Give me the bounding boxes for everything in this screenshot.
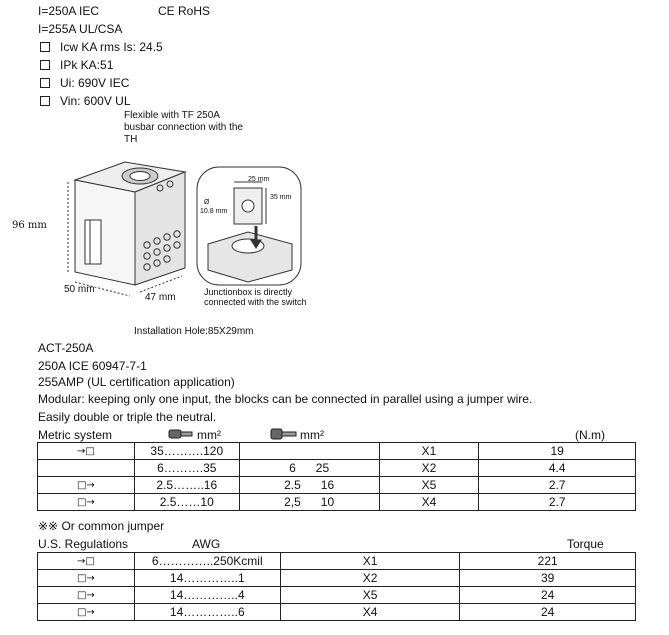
table-row: [38, 460, 636, 477]
cell-torque: 2.7: [479, 494, 636, 511]
installation-hole: Installation Hole:85X29mm: [134, 326, 254, 337]
cell-range: 6……….35: [134, 460, 239, 477]
cell-quantity: X4: [280, 604, 460, 621]
cell-quantity: X4: [379, 494, 479, 511]
table-row: [38, 570, 636, 587]
dimension-width: 47 mm: [145, 292, 176, 303]
checkbox-icon: [40, 78, 50, 88]
wire-direction-symbol: □→: [38, 587, 135, 604]
cell-awg-range: 6…………..250Kcmil: [134, 553, 280, 570]
metric-unit-1: mm²: [197, 428, 221, 442]
us-table: [37, 552, 636, 621]
cell-range: 2.5……10: [134, 494, 239, 511]
inset-caption-2: connected with the switch: [204, 297, 307, 307]
cell-awg-range: 14…………..1: [134, 570, 280, 587]
spec-item: Icw KA rms Is: 24.5: [40, 40, 163, 54]
cell-torque: 2.7: [479, 477, 636, 494]
checkbox-icon: [40, 60, 50, 70]
wire-direction-symbol: □→: [38, 494, 135, 511]
description-neutral: Easily double or triple the neutral.: [38, 410, 217, 424]
cell-quantity: X1: [280, 553, 460, 570]
figure-caption-3: TH: [124, 134, 138, 145]
cell-pin-range: 2.5 16: [239, 477, 379, 494]
dimension-height: 96 mm: [12, 220, 47, 231]
figure-caption-2: busbar connection with the: [124, 122, 243, 133]
table-row: [38, 443, 636, 460]
table-row: [38, 477, 636, 494]
wire-direction-symbol: □→: [38, 477, 135, 494]
spec-item: IPk KA:51: [40, 58, 113, 72]
rating-ul: I=255A UL/CSA: [38, 22, 123, 36]
metric-table: [37, 442, 636, 511]
description-modular: Modular: keeping only one input, the blocks can be connected in parallel using a jumper wire.: [38, 392, 533, 406]
cell-range: 2.5……..16: [134, 477, 239, 494]
cell-awg-range: 14…………..4: [134, 587, 280, 604]
cell-torque: 19: [479, 443, 636, 460]
cell-quantity: X2: [280, 570, 460, 587]
model-name: ACT-250A: [38, 341, 94, 355]
us-torque-label: Torque: [567, 537, 604, 551]
checkbox-icon: [40, 42, 50, 52]
spec-item: Ui: 690V IEC: [40, 76, 129, 90]
junction-block-drawing: [30, 150, 200, 310]
inset-dim-width: 25 mm: [248, 176, 270, 183]
cell-pin-range: 2,5 10: [239, 494, 379, 511]
us-title: U.S. Regulations: [38, 537, 129, 551]
us-awg-label: AWG: [192, 537, 221, 551]
figure-caption-1: Flexible with TF 250A: [124, 110, 220, 121]
inset-dim-dia-symbol: Ø: [204, 199, 210, 206]
cell-quantity: X2: [379, 460, 479, 477]
table-row: [38, 494, 636, 511]
metric-unit-2: mm²: [300, 428, 324, 442]
cell-awg-range: 14…………..6: [134, 604, 280, 621]
inset-dim-dia: 10.8 mm: [200, 208, 228, 215]
table-row: [38, 553, 636, 570]
ferrule-icon: [168, 428, 194, 440]
cell-torque: 4.4: [479, 460, 636, 477]
checkbox-icon: [40, 96, 50, 106]
metric-title: Metric system: [38, 428, 113, 442]
certifications: CE RoHS: [158, 4, 211, 18]
cell-torque: 24: [460, 604, 636, 621]
wire-direction-symbol: □→: [38, 604, 135, 621]
cell-range: 35……….120: [134, 443, 239, 460]
cell-torque: 39: [460, 570, 636, 587]
jumper-note: ※※ Or common jumper: [38, 519, 165, 533]
cell-pin-range: 6 25: [239, 460, 379, 477]
wire-direction-symbol: □→: [38, 570, 135, 587]
cell-torque: 24: [460, 587, 636, 604]
rating-iec: I=250A IEC: [38, 4, 100, 18]
table-row: [38, 604, 636, 621]
inset-caption-1: Junctionbox is directly: [204, 287, 293, 297]
table-row: [38, 587, 636, 604]
cell-pin-range: [239, 443, 379, 460]
dimension-depth: 50 mm: [64, 284, 95, 295]
ul-rating: 255AMP (UL certification application): [38, 375, 235, 389]
metric-torque-unit: (N.m): [575, 428, 605, 442]
cell-torque: 221: [460, 553, 636, 570]
wire-direction-symbol: →□: [38, 443, 135, 460]
spec-item: Vin: 600V UL: [40, 94, 131, 108]
inset-dim-height: 35 mm: [270, 194, 292, 201]
cell-quantity: X5: [280, 587, 460, 604]
wire-direction-symbol: [38, 460, 135, 477]
cell-quantity: X5: [379, 477, 479, 494]
cell-quantity: X1: [379, 443, 479, 460]
wire-direction-symbol: →□: [38, 553, 135, 570]
standard: 250A ICE 60947-7-1: [38, 359, 147, 373]
pin-terminal-icon: [270, 427, 298, 441]
